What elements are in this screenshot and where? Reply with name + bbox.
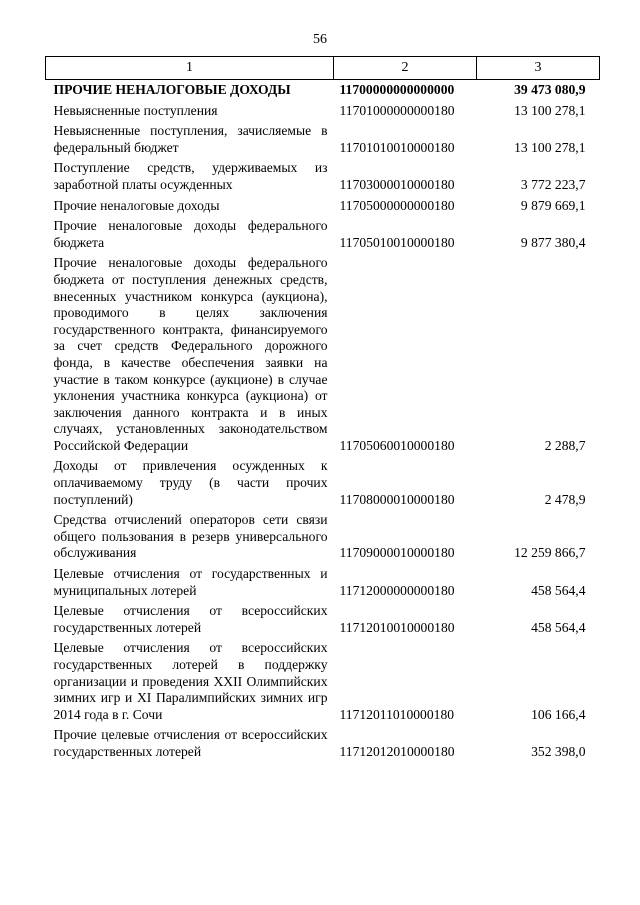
amount-value: 9 879 669,1: [520, 197, 586, 213]
amount-value: 13 100 278,1: [514, 139, 586, 155]
amount-value: 352 398,0: [531, 743, 586, 759]
amount-value: 458 564,4: [531, 619, 586, 635]
amount-value: 2 288,7: [544, 437, 586, 453]
budget-classification-code: 11703000010000180: [339, 176, 455, 192]
amount-value: 458 564,4: [531, 582, 586, 598]
revenue-name: Поступление средств, удерживаемых из заработной платы осужденных: [53, 160, 328, 192]
revenue-name: Целевые отчисления от государственных и муниципальных лотерей: [53, 566, 328, 598]
amount-value: 13 100 278,1: [514, 102, 586, 118]
budget-classification-code: 11712000000000180: [339, 582, 455, 598]
table-row: [46, 196, 600, 217]
amount-value: 9 877 380,4: [520, 234, 586, 250]
budget-classification-code: 11712012010000180: [339, 743, 455, 759]
budget-classification-code: 11701000000000180: [339, 102, 455, 118]
revenue-name: Прочие целевые отчисления от всероссийских государственных лотерей: [53, 727, 328, 759]
table-row: [46, 80, 600, 101]
revenue-name: Средства отчислений операторов сети связи общего пользования в резерв универсального обслуживания: [53, 512, 328, 561]
budget-table: [45, 56, 600, 763]
revenue-name: Доходы от привлечения осужденных к оплачиваемому труду (в части прочих поступлений): [53, 458, 328, 507]
table-row: [46, 456, 600, 510]
revenue-name: Невыясненные поступления: [53, 102, 218, 118]
table-row: [46, 564, 600, 601]
column-header-1: 1: [46, 57, 334, 80]
budget-classification-code: 11705060010000180: [339, 437, 455, 453]
table-row: [46, 638, 600, 725]
budget-classification-code: 11708000010000180: [339, 491, 455, 507]
revenue-name: Прочие неналоговые доходы федерального бюджета: [53, 218, 328, 250]
table-row: [46, 216, 600, 253]
table-row: [46, 601, 600, 638]
budget-classification-code: 11705000000000180: [339, 197, 455, 213]
table-row: [46, 510, 600, 564]
table-row: [46, 101, 600, 122]
budget-classification-code: 11705010010000180: [339, 234, 455, 250]
page-number: 56: [313, 32, 327, 47]
table-row: [46, 725, 600, 762]
revenue-name: Прочие неналоговые доходы: [53, 197, 220, 213]
column-header-2: 2: [334, 57, 477, 80]
amount-value: 12 259 866,7: [514, 545, 586, 561]
revenue-name: ПРОЧИЕ НЕНАЛОГОВЫЕ ДОХОДЫ: [53, 82, 291, 97]
revenue-name: Целевые отчисления от всероссийских государственных лотерей: [53, 603, 328, 635]
table-row: [46, 121, 600, 158]
revenue-name: Невыясненные поступления, зачисляемые в федеральный бюджет: [53, 123, 328, 155]
budget-classification-code: 11712010010000180: [339, 619, 455, 635]
table-row: [46, 253, 600, 456]
table-row: [46, 158, 600, 195]
budget-classification-code: 11701010010000180: [339, 139, 455, 155]
amount-value: 3 772 223,7: [520, 176, 586, 192]
budget-classification-code: 11700000000000000: [339, 82, 455, 97]
table-header-row: [46, 57, 600, 80]
column-header-3: 3: [477, 57, 600, 80]
amount-value: 2 478,9: [544, 491, 586, 507]
budget-classification-code: 11712011010000180: [339, 706, 455, 722]
amount-value: 39 473 080,9: [514, 82, 586, 97]
revenue-name: Прочие неналоговые доходы федерального бюджета от поступления денежных средств, внесенных участником конкурса (аукциона), проводимого в целях заключения государственного контракта, финансируемого за счет средств Федерального дорожного фонда, в качестве обеспечения заявки на участие в таком конкурсе (аукционе) в случае уклонения участника конкурса (аукциона) от заключения данного контракта и в иных случаях, установленных законодательством Российской Федерации: [53, 255, 328, 453]
revenue-name: Целевые отчисления от всероссийских государственных лотерей в поддержку организации и проведения XXII Олимпийских зимних игр и XI Паралимпийских зимних игр 2014 года в г. Сочи: [53, 640, 328, 722]
amount-value: 106 166,4: [531, 706, 586, 722]
budget-classification-code: 11709000010000180: [339, 545, 455, 561]
